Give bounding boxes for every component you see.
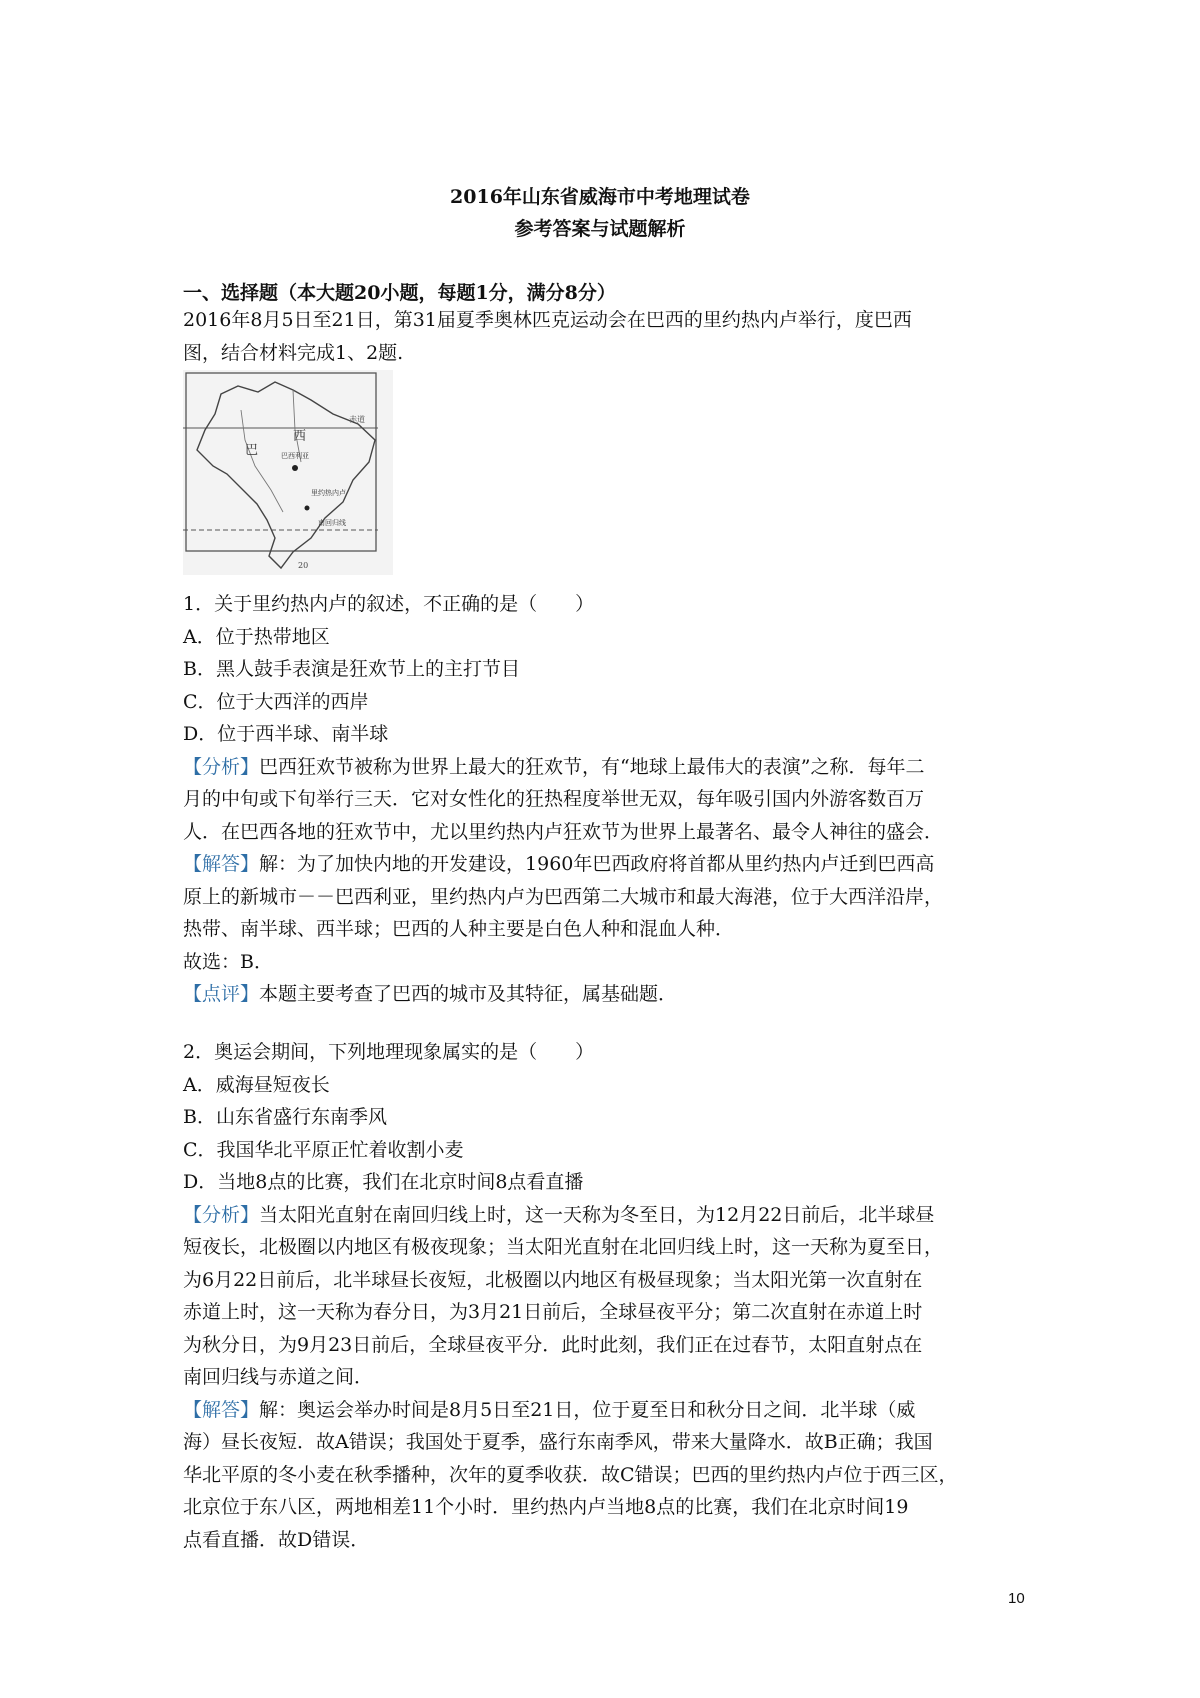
- tropic-label: 南回归线: [318, 519, 346, 527]
- option-c: C．我国华北平原正忙着收割小麦: [183, 1138, 464, 1161]
- comment-paragraph: [183, 978, 1023, 1011]
- analysis-line: 为6月22日前后，北半球昼长夜短，北极圈以内地区有极昼现象；当太阳光第一次直射在: [183, 1268, 923, 1291]
- degree-label: 20: [298, 561, 309, 570]
- answer-tag: 【解答】: [183, 853, 260, 875]
- comment-text: 本题主要考查了巴西的城市及其特征，属基础题．: [259, 983, 678, 1005]
- analysis-line: 短夜长，北极圈以内地区有极夜现象；当太阳光直射在北回归线上时，这一天称为夏至日，: [183, 1236, 944, 1258]
- answer-line: 解：为了加快内地的开发建设，1960年巴西政府将首都从里约热内卢迁到巴西高: [259, 853, 935, 875]
- answer-line: 热带、南半球、西半球；巴西的人种主要是白色人种和混血人种．: [183, 918, 735, 940]
- question-1: [183, 588, 1023, 1011]
- document-title: 2016年山东省威海市中考地理试卷: [450, 186, 750, 208]
- option-c: C．位于大西洋的西岸: [183, 690, 369, 713]
- analysis-line: 当太阳光直射在南回归线上时，这一天称为冬至日，为12月22日前后，北半球昼: [259, 1203, 935, 1226]
- intro-line: 2016年8月5日至21日，第31届夏季奥林匹克运动会在巴西的里约热内卢举行，度巴西: [183, 309, 912, 331]
- choice-line: 故选：B．: [183, 950, 273, 973]
- analysis-tag: 【分析】: [183, 1203, 260, 1226]
- page-number: 10: [1008, 1590, 1025, 1607]
- answer-paragraph: [183, 1394, 1023, 1427]
- question-stem: 1．关于里约热内卢的叙述，不正确的是（ ）: [183, 593, 595, 615]
- answer-tag: 【解答】: [183, 1398, 260, 1421]
- analysis-line: 为秋分日，为9月23日前后，全球昼夜平分．此时此刻，我们正在过春节，太阳直射点在: [183, 1333, 923, 1356]
- answer-line: 海）昼长夜短．故A错误；我国处于夏季，盛行东南季风，带来大量降水．故B正确；我国: [183, 1431, 933, 1453]
- option-b: B．山东省盛行东南季风: [183, 1106, 387, 1128]
- document-subtitle: 参考答案与试题解析: [514, 218, 686, 240]
- map-label-ba: 巴: [245, 443, 259, 458]
- analysis-line: 月的中旬或下旬举行三天．它对女性化的狂热程度举世无双，每年吸引国内外游客数百万: [183, 788, 925, 810]
- question-2: [183, 1036, 1023, 1556]
- equator-label: 赤道: [349, 415, 365, 424]
- answer-line: 华北平原的冬小麦在秋季播种，次年的夏季收获．故C错误；巴西的里约热内卢位于西三区，: [183, 1463, 958, 1486]
- option-a: A．威海昼短夜长: [183, 1073, 330, 1096]
- answer-line: 解：奥运会举办时间是8月5日至21日，位于夏至日和秋分日之间．北半球（威: [259, 1398, 916, 1421]
- rio-label: 里约热内卢: [311, 489, 346, 497]
- answer-line: 点看直播．故D错误．: [183, 1528, 370, 1551]
- brasilia-marker: [292, 465, 298, 471]
- analysis-tag: 【分析】: [183, 755, 260, 778]
- answer-paragraph: [183, 848, 1023, 881]
- option-d: D．位于西半球、南半球: [183, 723, 389, 745]
- analysis-line: 南回归线与赤道之间．: [183, 1366, 374, 1388]
- option-b: B．黑人鼓手表演是狂欢节上的主打节目: [183, 658, 520, 680]
- section-heading: 一、选择题（本大题20小题，每题1分，满分8分）: [183, 282, 616, 304]
- analysis-line: 赤道上时，这一天称为春分日，为3月21日前后，全球昼夜平分；第二次直射在赤道上时: [183, 1301, 923, 1323]
- comment-tag: 【点评】: [183, 983, 260, 1005]
- rio-marker: [305, 506, 310, 511]
- answer-line: 北京位于东八区，两地相差11个小时．里约热内卢当地8点的比赛，我们在北京时间19: [183, 1496, 909, 1518]
- map-label-xi: 西: [293, 429, 307, 444]
- analysis-paragraph: [183, 1199, 1023, 1232]
- analysis-line: 人．在巴西各地的狂欢节中，尤以里约热内卢狂欢节为世界上最著名、最令人神往的盛会．: [183, 820, 944, 843]
- map-background: [183, 370, 393, 575]
- intro-paragraph: [183, 304, 1023, 369]
- brasilia-label: 巴西利亚: [281, 452, 309, 460]
- brazil-map: [183, 370, 393, 575]
- option-a: A．位于热带地区: [183, 625, 330, 648]
- question-stem: 2．奥运会期间，下列地理现象属实的是（ ）: [183, 1041, 595, 1063]
- analysis-paragraph: [183, 751, 1023, 784]
- answer-line: 原上的新城市－－巴西利亚，里约热内卢为巴西第二大城市和最大海港，位于大西洋沿岸，: [183, 885, 944, 908]
- analysis-line: 巴西狂欢节被称为世界上最大的狂欢节，有“地球上最伟大的表演”之称．每年二: [259, 755, 925, 778]
- option-d: D．当地8点的比赛，我们在北京时间8点看直播: [183, 1171, 584, 1193]
- intro-line: 图，结合材料完成1、2题.: [183, 341, 404, 364]
